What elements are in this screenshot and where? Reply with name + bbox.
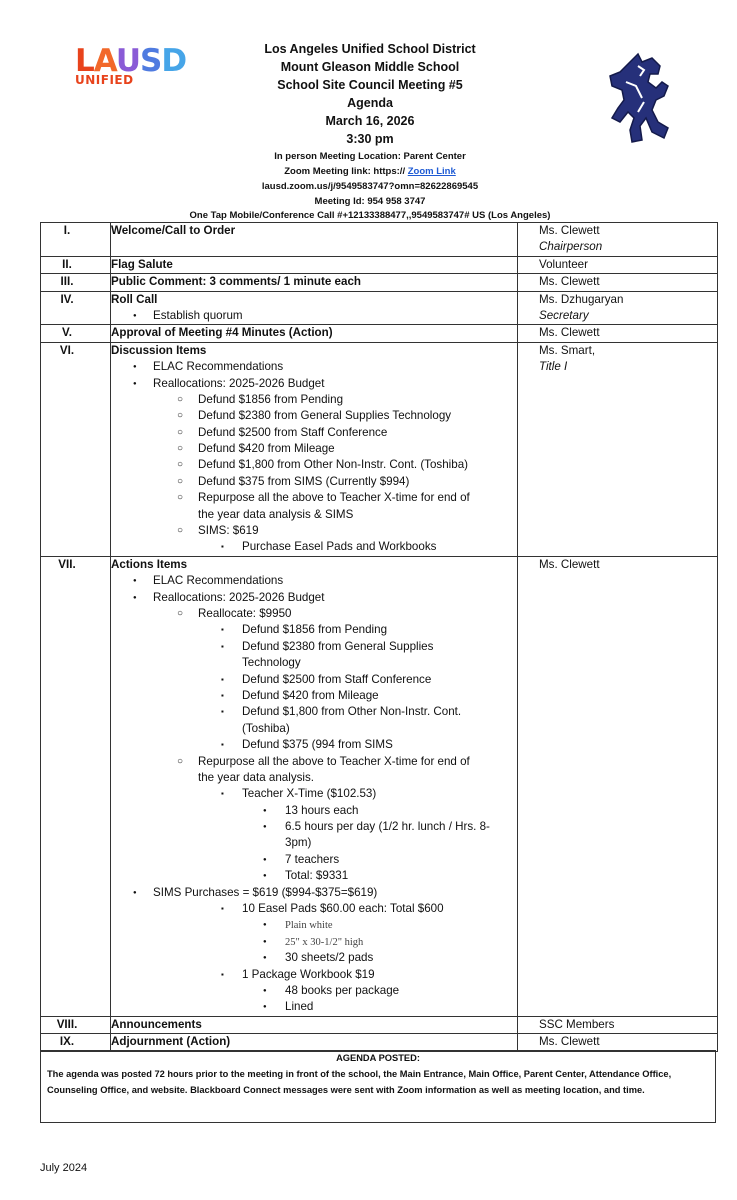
agenda-line-text: Defund $375 from SIMS (Currently $994) bbox=[198, 474, 410, 488]
agenda-line-text: Actions Items bbox=[111, 557, 188, 571]
agenda-sub-item bbox=[111, 967, 517, 983]
agenda-sub-item bbox=[111, 606, 517, 622]
agenda-row-number bbox=[41, 342, 111, 556]
agenda-line-text: Purchase Easel Pads and Workbooks bbox=[242, 540, 437, 554]
zoom-prefix: Zoom Meeting link: https:// bbox=[284, 166, 408, 177]
agenda-sub-item bbox=[111, 852, 517, 868]
bullet-icon: ● bbox=[133, 312, 137, 319]
agenda-sub-item bbox=[111, 754, 517, 770]
agenda-sub-item bbox=[111, 721, 517, 737]
agenda-row-items bbox=[111, 342, 518, 556]
agenda-row-number bbox=[41, 291, 111, 325]
agenda-row bbox=[41, 1034, 718, 1051]
agenda-row bbox=[41, 256, 718, 273]
agenda-line-text: Defund $2380 from General Supplies bbox=[242, 639, 434, 653]
agenda-row-number bbox=[41, 556, 111, 1016]
agenda-line-text: Defund $375 (994 from SIMS bbox=[242, 738, 393, 752]
agenda-line-text: Reallocations: 2025-2026 Budget bbox=[153, 590, 325, 604]
row-number-text: V. bbox=[62, 326, 72, 340]
agenda-sub-item bbox=[111, 507, 517, 523]
bullet-icon: ● bbox=[263, 807, 267, 814]
bullet-icon: ○ bbox=[177, 525, 184, 537]
agenda-row-presenter bbox=[518, 556, 718, 1016]
presenter-name: Ms. Dzhugaryan bbox=[539, 292, 624, 306]
agenda-line-text: 3pm) bbox=[285, 836, 312, 850]
agenda-line-text: (Toshiba) bbox=[242, 721, 290, 735]
agenda-line-text: Adjournment (Action) bbox=[111, 1035, 231, 1049]
agenda-line-text: 30 sheets/2 pads bbox=[285, 951, 374, 965]
agenda-row-number bbox=[41, 1016, 111, 1033]
agenda-sub-item bbox=[111, 885, 517, 901]
row-number-text: VII. bbox=[58, 557, 76, 571]
agenda-line-text: Lined bbox=[285, 1000, 314, 1014]
agenda-line-text: Defund $1856 from Pending bbox=[198, 392, 344, 406]
agenda-sub-item bbox=[111, 359, 517, 375]
bullet-icon: ▪ bbox=[221, 904, 224, 914]
agenda-line-text: ELAC Recommendations bbox=[153, 360, 284, 374]
agenda-sub-item bbox=[111, 950, 517, 966]
presenter-name: Volunteer bbox=[539, 257, 588, 271]
agenda-line-text: Defund $1,800 from Other Non-Instr. Cont. (Toshiba) bbox=[198, 458, 469, 472]
row-number-text: I. bbox=[63, 224, 71, 237]
bullet-icon: ● bbox=[133, 594, 137, 601]
presenter-name: Ms. Smart, bbox=[539, 343, 596, 357]
agenda-row bbox=[41, 274, 718, 291]
agenda-sub-item bbox=[111, 474, 517, 490]
agenda-item-title bbox=[111, 274, 517, 290]
bullet-icon: ● bbox=[263, 938, 267, 945]
agenda-sub-item bbox=[111, 917, 517, 933]
agenda-line-text: Public Comment: 3 comments/ 1 minute each bbox=[111, 275, 361, 289]
district-title: Los Angeles Unified School District bbox=[264, 42, 476, 56]
agenda-sub-item bbox=[111, 786, 517, 802]
row-number-text: IX. bbox=[59, 1035, 75, 1049]
agenda-row bbox=[41, 1016, 718, 1033]
row-number-text: VI. bbox=[59, 343, 75, 357]
row-number-text: IV. bbox=[60, 292, 74, 306]
bullet-icon: ● bbox=[263, 987, 267, 994]
agenda-row-items bbox=[111, 256, 518, 273]
agenda-line-text: the year data analysis. bbox=[198, 770, 315, 784]
bullet-icon: ○ bbox=[177, 410, 184, 422]
agenda-line-text: Plain white bbox=[285, 920, 333, 932]
agenda-row bbox=[41, 325, 718, 342]
presenter-name: Ms. Clewett bbox=[539, 224, 600, 237]
bullet-icon: ● bbox=[263, 1004, 267, 1011]
presenter-name: Ms. Clewett bbox=[539, 326, 600, 340]
agenda-item-title bbox=[111, 557, 517, 573]
bullet-icon: ● bbox=[133, 889, 137, 896]
agenda-sub-item bbox=[111, 408, 517, 424]
row-number-text: II. bbox=[62, 257, 72, 271]
agenda-sub-item bbox=[111, 622, 517, 638]
bullet-icon: ● bbox=[263, 955, 267, 962]
agenda-sub-item bbox=[111, 655, 517, 671]
row-number-text: VIII. bbox=[56, 1017, 78, 1031]
agenda-row-items bbox=[111, 1034, 518, 1051]
agenda-line-text: Technology bbox=[242, 656, 301, 670]
agenda-sub-item bbox=[111, 704, 517, 720]
bullet-icon: ○ bbox=[177, 755, 184, 767]
agenda-item-title bbox=[111, 325, 517, 341]
bullet-icon: ▪ bbox=[221, 789, 224, 799]
agenda-row-presenter bbox=[518, 274, 718, 291]
agenda-line-text: Defund $1,800 from Other Non-Instr. Cont. bbox=[242, 705, 462, 719]
bullet-icon: ▪ bbox=[221, 740, 224, 750]
agenda-line-text: Reallocate: $9950 bbox=[198, 606, 292, 620]
agenda-sub-item bbox=[111, 523, 517, 539]
meeting-id: Meeting Id: 954 958 3747 bbox=[314, 196, 426, 207]
bullet-icon: ▪ bbox=[221, 707, 224, 717]
zoom-link[interactable]: Zoom Link bbox=[407, 166, 456, 177]
agenda-line-text: Repurpose all the above to Teacher X-time for end of bbox=[198, 491, 470, 505]
footer-date: July 2024 bbox=[40, 1162, 88, 1174]
bullet-icon: ▪ bbox=[221, 690, 224, 700]
meeting-time: 3:30 pm bbox=[346, 132, 394, 146]
agenda-row bbox=[41, 223, 718, 257]
agenda-title: Agenda bbox=[347, 96, 393, 110]
agenda-item-title bbox=[111, 292, 517, 308]
bullet-icon: ○ bbox=[177, 475, 184, 487]
agenda-sub-item bbox=[111, 441, 517, 457]
agenda-line-text: Defund $420 from Mileage bbox=[242, 688, 379, 702]
bullet-icon: ▪ bbox=[221, 625, 224, 635]
agenda-row-presenter bbox=[518, 291, 718, 325]
agenda-line-text: Discussion Items bbox=[111, 343, 207, 357]
agenda-sub-item bbox=[111, 737, 517, 753]
agenda-line-text: SIMS Purchases = $619 ($994-$375=$619) bbox=[153, 885, 378, 899]
agenda-row-number bbox=[41, 223, 111, 257]
agenda-sub-item bbox=[111, 999, 517, 1015]
agenda-sub-item bbox=[111, 308, 517, 324]
agenda-line-text: 7 teachers bbox=[285, 852, 340, 866]
agenda-row-items bbox=[111, 556, 518, 1016]
bullet-icon: ○ bbox=[177, 492, 184, 504]
agenda-sub-item bbox=[111, 425, 517, 441]
agenda-line-text: 6.5 hours per day (1/2 hr. lunch / Hrs. 8- bbox=[285, 820, 490, 834]
presenter-name: Ms. Clewett bbox=[539, 1035, 600, 1049]
presenter-role: Chairperson bbox=[539, 240, 603, 254]
agenda-sub-item bbox=[111, 590, 517, 606]
agenda-line-text: Welcome/Call to Order bbox=[111, 224, 236, 237]
agenda-item-title bbox=[111, 1034, 517, 1050]
agenda-sub-item bbox=[111, 688, 517, 704]
agenda-sub-item bbox=[111, 868, 517, 884]
agenda-row-presenter bbox=[518, 1016, 718, 1033]
agenda-line-text: Repurpose all the above to Teacher X-time for end of bbox=[198, 754, 470, 768]
agenda-sub-item bbox=[111, 803, 517, 819]
agenda-row-items bbox=[111, 325, 518, 342]
bullet-icon: ○ bbox=[177, 459, 184, 471]
agenda-row-presenter bbox=[518, 325, 718, 342]
meeting-location: In person Meeting Location: Parent Center bbox=[274, 151, 466, 162]
agenda-row-presenter bbox=[518, 1034, 718, 1051]
agenda-row-items bbox=[111, 274, 518, 291]
agenda-row-number bbox=[41, 256, 111, 273]
bullet-icon: ▪ bbox=[221, 542, 224, 552]
presenter-role: Title I bbox=[539, 360, 568, 374]
agenda-line-text: Defund $2380 from General Supplies Technology bbox=[198, 409, 452, 423]
agenda-sub-item bbox=[111, 770, 517, 786]
row-number-text: III. bbox=[60, 275, 74, 289]
presenter-role: Secretary bbox=[539, 308, 589, 322]
agenda-sub-item bbox=[111, 672, 517, 688]
agenda-sub-item bbox=[111, 573, 517, 589]
agenda-sub-item bbox=[111, 934, 517, 950]
meeting-title: School Site Council Meeting #5 bbox=[277, 78, 463, 92]
agenda-line-text: Reallocations: 2025-2026 Budget bbox=[153, 376, 325, 390]
agenda-item-title bbox=[111, 223, 517, 239]
agenda-item-title bbox=[111, 1017, 517, 1033]
lausd-logo-text: LAUSD bbox=[75, 43, 187, 79]
agenda-body bbox=[41, 223, 718, 1052]
agenda-item-title bbox=[111, 343, 517, 359]
agenda-posted-box bbox=[40, 1050, 716, 1123]
bullet-icon: ▪ bbox=[221, 641, 224, 651]
agenda-line-text: 25" x 30-1/2" high bbox=[285, 936, 364, 948]
agenda-row-presenter bbox=[518, 256, 718, 273]
agenda-row-presenter bbox=[518, 342, 718, 556]
agenda-row bbox=[41, 342, 718, 556]
agenda-line-text: Total: $9331 bbox=[285, 869, 349, 883]
lausd-logo-sub: UNIFIED bbox=[75, 73, 134, 87]
agenda-row-items bbox=[111, 291, 518, 325]
agenda-sub-item bbox=[111, 901, 517, 917]
agenda-line-text: Establish quorum bbox=[153, 308, 243, 322]
bullet-icon: ○ bbox=[177, 426, 184, 438]
bullet-icon: ● bbox=[133, 380, 137, 387]
agenda-row bbox=[41, 556, 718, 1016]
agenda-line-text: ELAC Recommendations bbox=[153, 574, 284, 588]
agenda-line-text: Roll Call bbox=[111, 292, 158, 306]
agenda-line-text: Defund $2500 from Staff Conference bbox=[242, 672, 432, 686]
meeting-date: March 16, 2026 bbox=[325, 114, 415, 128]
bullet-icon: ● bbox=[263, 922, 267, 929]
agenda-row bbox=[41, 291, 718, 325]
agenda-line-text: Announcements bbox=[111, 1017, 202, 1031]
agenda-line-text: the year data analysis & SIMS bbox=[198, 507, 354, 521]
bullet-icon: ○ bbox=[177, 393, 184, 405]
agenda-row-number bbox=[41, 274, 111, 291]
agenda-line-text: Flag Salute bbox=[111, 257, 173, 271]
agenda-line-text: 10 Easel Pads $60.00 each: Total $600 bbox=[242, 902, 444, 916]
bullet-icon: ● bbox=[263, 873, 267, 880]
agenda-sub-item bbox=[111, 639, 517, 655]
mustang-mascot-image bbox=[602, 52, 676, 144]
agenda-row-items bbox=[111, 1016, 518, 1033]
presenter-name: Ms. Clewett bbox=[539, 557, 600, 571]
agenda-line-text: Defund $420 from Mileage bbox=[198, 442, 335, 456]
bullet-icon: ▪ bbox=[221, 674, 224, 684]
agenda-line-text: SIMS: $619 bbox=[198, 524, 259, 538]
agenda-item-title bbox=[111, 257, 517, 273]
agenda-sub-item bbox=[111, 457, 517, 473]
one-tap-line: One Tap Mobile/Conference Call #+12133388477,,9549583747# US (Los Angeles) bbox=[189, 210, 551, 221]
agenda-sub-item bbox=[111, 983, 517, 999]
presenter-name: Ms. Clewett bbox=[539, 275, 600, 289]
bullet-icon: ● bbox=[133, 364, 137, 371]
agenda-line-text: 48 books per package bbox=[285, 983, 400, 997]
agenda-sub-item bbox=[111, 835, 517, 851]
agenda-line-text: 13 hours each bbox=[285, 803, 359, 817]
agenda-sub-item bbox=[111, 819, 517, 835]
agenda-line-text: 1 Package Workbook $19 bbox=[242, 967, 375, 981]
agenda-line-text: Defund $2500 from Staff Conference bbox=[198, 425, 388, 439]
agenda-sub-item bbox=[111, 376, 517, 392]
presenter-name: SSC Members bbox=[539, 1017, 615, 1031]
zoom-line bbox=[130, 166, 610, 177]
zoom-url: lausd.zoom.us/j/9549583747?omn=82622869545 bbox=[261, 181, 479, 192]
bullet-icon: ● bbox=[263, 824, 267, 831]
agenda-sub-item bbox=[111, 539, 517, 555]
agenda-line-text: Defund $1856 from Pending bbox=[242, 623, 388, 637]
bullet-icon: ● bbox=[133, 578, 137, 585]
bullet-icon: ○ bbox=[177, 443, 184, 455]
agenda-row-number bbox=[41, 1034, 111, 1051]
bullet-icon: ▪ bbox=[221, 969, 224, 979]
agenda-row-items bbox=[111, 223, 518, 257]
agenda-posted-text: The agenda was posted 72 hours prior to the meeting in front of the school, the Main Entrance, Main Office, Parent Center, Attendance Office, Counseling Office, and website. Blackboard Connect messages were sent with Zoom information as well as meeting location, and time. bbox=[47, 1069, 672, 1096]
bullet-icon: ● bbox=[263, 856, 267, 863]
agenda-sub-item bbox=[111, 392, 517, 408]
agenda-posted-title: AGENDA POSTED: bbox=[336, 1053, 420, 1063]
agenda-row-presenter bbox=[518, 223, 718, 257]
agenda-table bbox=[40, 222, 718, 1052]
bullet-icon: ○ bbox=[177, 607, 184, 619]
school-title: Mount Gleason Middle School bbox=[280, 60, 460, 74]
agenda-line-text: Teacher X-Time ($102.53) bbox=[242, 787, 377, 801]
agenda-sub-item bbox=[111, 490, 517, 506]
agenda-row-number bbox=[41, 325, 111, 342]
agenda-line-text: Approval of Meeting #4 Minutes (Action) bbox=[111, 326, 333, 340]
